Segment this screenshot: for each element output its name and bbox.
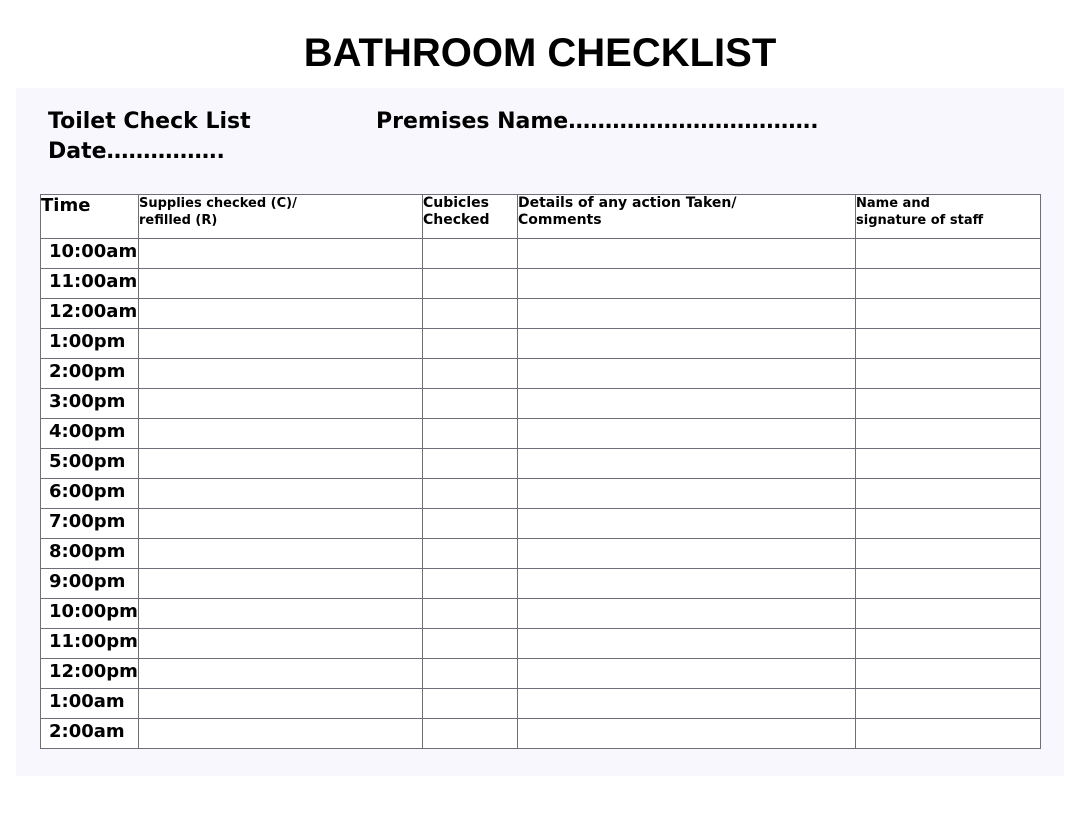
table-row	[41, 239, 1041, 269]
time-cell: 12:00pm	[41, 659, 139, 689]
table-row	[41, 599, 1041, 629]
time-cell: 3:00pm	[41, 389, 139, 419]
supplies-cell[interactable]	[139, 269, 423, 299]
time-cell: 10:00pm	[41, 599, 139, 629]
cubicles-cell[interactable]	[423, 629, 518, 659]
signature-cell[interactable]	[856, 509, 1041, 539]
supplies-cell[interactable]	[139, 299, 423, 329]
column-header-details	[518, 195, 856, 239]
column-header-details-line2: Comments	[518, 212, 602, 228]
table-row	[41, 299, 1041, 329]
table-header-row	[41, 195, 1041, 239]
date-field: Date…………….	[48, 139, 225, 164]
supplies-cell[interactable]	[139, 569, 423, 599]
time-cell: 5:00pm	[41, 449, 139, 479]
supplies-cell[interactable]	[139, 539, 423, 569]
details-cell[interactable]	[518, 389, 856, 419]
column-header-cubicles	[423, 195, 518, 239]
table-row	[41, 539, 1041, 569]
cubicles-cell[interactable]	[423, 599, 518, 629]
cubicles-cell[interactable]	[423, 689, 518, 719]
time-cell: 7:00pm	[41, 509, 139, 539]
signature-cell[interactable]	[856, 569, 1041, 599]
supplies-cell[interactable]	[139, 479, 423, 509]
cubicles-cell[interactable]	[423, 449, 518, 479]
time-cell: 11:00pm	[41, 629, 139, 659]
time-cell: 10:00am	[41, 239, 139, 269]
supplies-cell[interactable]	[139, 599, 423, 629]
details-cell[interactable]	[518, 569, 856, 599]
cubicles-cell[interactable]	[423, 269, 518, 299]
table-row	[41, 629, 1041, 659]
details-cell[interactable]	[518, 599, 856, 629]
cubicles-cell[interactable]	[423, 299, 518, 329]
time-cell: 2:00am	[41, 719, 139, 749]
table-row	[41, 479, 1041, 509]
details-cell[interactable]	[518, 269, 856, 299]
details-cell[interactable]	[518, 659, 856, 689]
cubicles-cell[interactable]	[423, 389, 518, 419]
time-cell: 4:00pm	[41, 419, 139, 449]
details-cell[interactable]	[518, 689, 856, 719]
column-header-name-signature	[856, 195, 1041, 239]
supplies-cell[interactable]	[139, 389, 423, 419]
cubicles-cell[interactable]	[423, 509, 518, 539]
column-header-time: Time	[41, 195, 139, 239]
details-cell[interactable]	[518, 539, 856, 569]
time-cell: 1:00am	[41, 689, 139, 719]
column-header-supplies	[139, 195, 423, 239]
supplies-cell[interactable]	[139, 659, 423, 689]
details-cell[interactable]	[518, 449, 856, 479]
premises-name-field: Premises Name…………………………….	[376, 109, 819, 134]
supplies-cell[interactable]	[139, 329, 423, 359]
supplies-cell[interactable]	[139, 239, 423, 269]
cubicles-cell[interactable]	[423, 419, 518, 449]
supplies-cell[interactable]	[139, 449, 423, 479]
details-cell[interactable]	[518, 719, 856, 749]
column-header-name-line1: Name and	[856, 196, 930, 211]
table-row	[41, 569, 1041, 599]
cubicles-cell[interactable]	[423, 479, 518, 509]
column-header-cubicles-line1: Cubicles	[423, 195, 489, 211]
table-row	[41, 719, 1041, 749]
signature-cell[interactable]	[856, 449, 1041, 479]
signature-cell[interactable]	[856, 359, 1041, 389]
signature-cell[interactable]	[856, 329, 1041, 359]
cubicles-cell[interactable]	[423, 539, 518, 569]
signature-cell[interactable]	[856, 719, 1041, 749]
supplies-cell[interactable]	[139, 689, 423, 719]
table-row	[41, 659, 1041, 689]
cubicles-cell[interactable]	[423, 329, 518, 359]
table-row	[41, 509, 1041, 539]
table-row	[41, 419, 1041, 449]
table-row	[41, 449, 1041, 479]
details-cell[interactable]	[518, 629, 856, 659]
cubicles-cell[interactable]	[423, 719, 518, 749]
table-row	[41, 329, 1041, 359]
supplies-cell[interactable]	[139, 629, 423, 659]
time-cell: 9:00pm	[41, 569, 139, 599]
cubicles-cell[interactable]	[423, 239, 518, 269]
signature-cell[interactable]	[856, 539, 1041, 569]
column-header-details-line1: Details of any action Taken/	[518, 195, 737, 211]
cubicles-cell[interactable]	[423, 569, 518, 599]
page-title: BATHROOM CHECKLIST	[303, 31, 777, 75]
signature-cell[interactable]	[856, 269, 1041, 299]
time-cell: 1:00pm	[41, 329, 139, 359]
supplies-cell[interactable]	[139, 419, 423, 449]
details-cell[interactable]	[518, 239, 856, 269]
signature-cell[interactable]	[856, 419, 1041, 449]
signature-cell[interactable]	[856, 239, 1041, 269]
details-cell[interactable]	[518, 509, 856, 539]
checklist-table	[40, 194, 1041, 749]
time-cell: 12:00am	[41, 299, 139, 329]
signature-cell[interactable]	[856, 659, 1041, 689]
cubicles-cell[interactable]	[423, 659, 518, 689]
time-cell: 11:00am	[41, 269, 139, 299]
cubicles-cell[interactable]	[423, 359, 518, 389]
details-cell[interactable]	[518, 479, 856, 509]
column-header-cubicles-line2: Checked	[423, 212, 490, 228]
signature-cell[interactable]	[856, 689, 1041, 719]
supplies-cell[interactable]	[139, 719, 423, 749]
signature-cell[interactable]	[856, 299, 1041, 329]
details-cell[interactable]	[518, 329, 856, 359]
column-header-name-line2: signature of staff	[856, 213, 984, 228]
supplies-cell[interactable]	[139, 359, 423, 389]
toilet-check-list-label: Toilet Check List	[48, 109, 251, 134]
table-row	[41, 689, 1041, 719]
column-header-supplies-line2: refilled (R)	[139, 213, 218, 228]
details-cell[interactable]	[518, 299, 856, 329]
column-header-supplies-line1: Supplies checked (C)/	[139, 196, 297, 211]
time-cell: 2:00pm	[41, 359, 139, 389]
table-row	[41, 269, 1041, 299]
signature-cell[interactable]	[856, 479, 1041, 509]
time-cell: 8:00pm	[41, 539, 139, 569]
details-cell[interactable]	[518, 419, 856, 449]
signature-cell[interactable]	[856, 599, 1041, 629]
signature-cell[interactable]	[856, 389, 1041, 419]
supplies-cell[interactable]	[139, 509, 423, 539]
signature-cell[interactable]	[856, 629, 1041, 659]
time-cell: 6:00pm	[41, 479, 139, 509]
table-row	[41, 359, 1041, 389]
table-row	[41, 389, 1041, 419]
details-cell[interactable]	[518, 359, 856, 389]
